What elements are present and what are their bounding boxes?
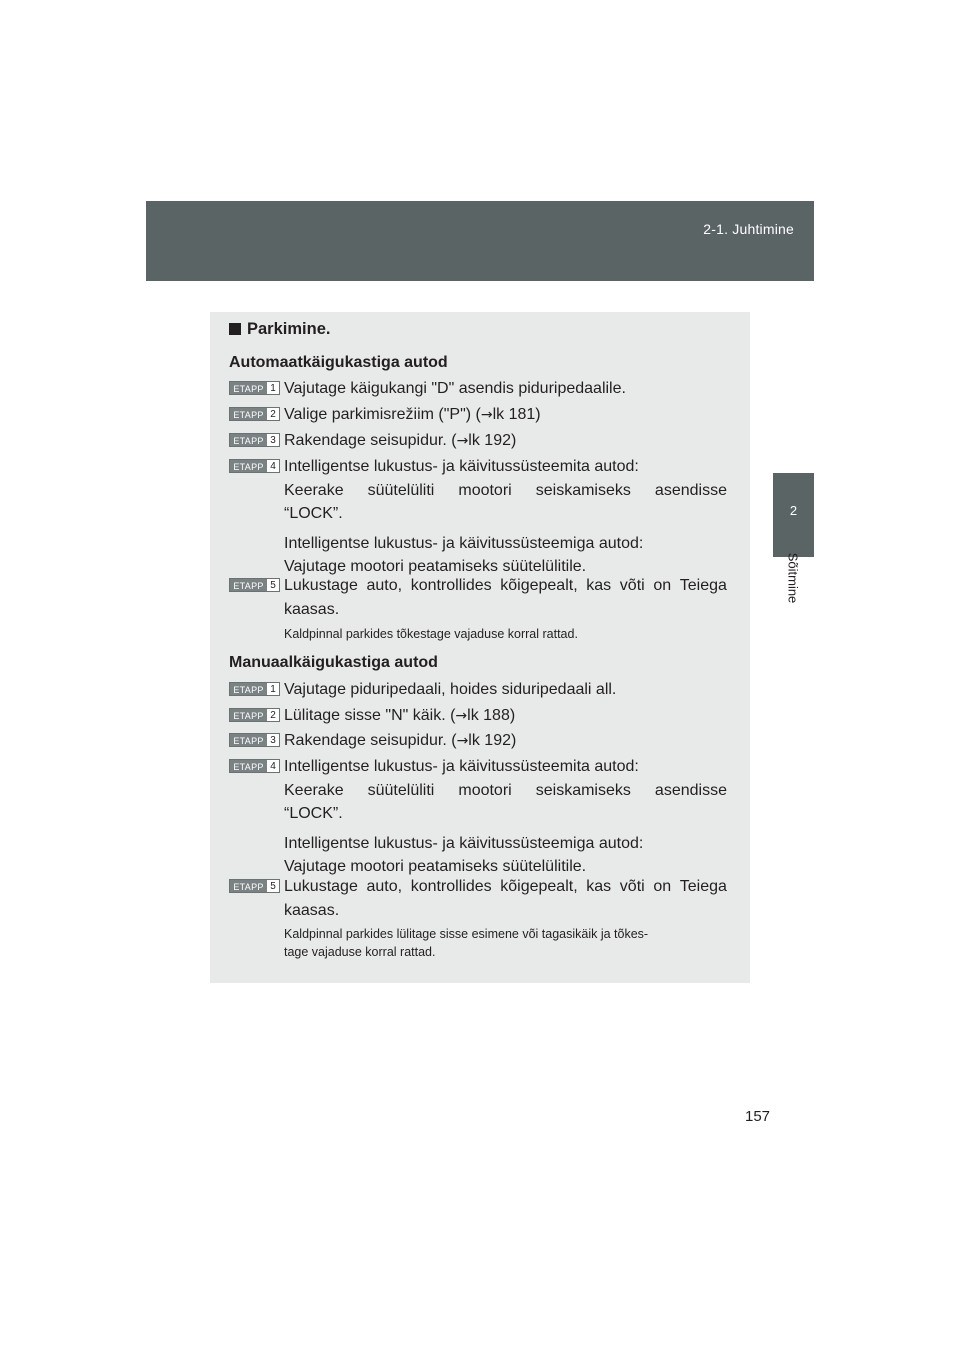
- step-badge: ETAPP 1: [229, 682, 280, 696]
- step-text: Vajutage käigukangi "D" asendis piduripedaalile.: [284, 380, 626, 397]
- justified-line: Keerake süütelüliti mootori seiskamiseks asendisse: [284, 781, 727, 799]
- note: Kaldpinnal parkides tõkestage vajaduse korral rattad.: [284, 627, 578, 641]
- chapter-tab: [773, 473, 814, 557]
- arrow-icon: →: [456, 733, 469, 749]
- arrow-icon: →: [480, 407, 493, 423]
- step-text: Intelligentse lukustus- ja käivitussüsteemita autod: Keerake süütelüliti mootori seiskamiseks asendisse “LOCK”. Intelligentse lukustus- ja käivitussüsteemiga autod: Vajutage mootori peatamiseks süütelülitile.: [284, 758, 727, 875]
- square-bullet-icon: [229, 323, 241, 335]
- step-text: Valige parkimisrežiim ("P") (→lk 181): [284, 406, 541, 423]
- step-badge: ETAPP 5: [229, 578, 280, 592]
- step-text: Lukustage auto, kontrollides kõigepealt, kas võti on Teiega kaasas.: [284, 577, 727, 618]
- arrow-icon: →: [455, 708, 468, 724]
- step-badge: ETAPP 4: [229, 459, 280, 473]
- step-badge: ETAPP 4: [229, 759, 280, 773]
- parking-info-box: [210, 312, 750, 983]
- note: Kaldpinnal parkides lülitage sisse esimene või tagasikäik ja tõkes- tage vajaduse korral rattad.: [284, 927, 649, 959]
- step-badge: ETAPP 3: [229, 433, 280, 447]
- chapter-label: [778, 548, 808, 608]
- automatic-heading: Automaatkäigukastiga autod: [229, 354, 448, 371]
- step-badge: ETAPP 5: [229, 879, 280, 893]
- arrow-icon: →: [456, 433, 469, 449]
- box-title: Parkimine.: [229, 320, 330, 339]
- step-text: Rakendage seisupidur. (→lk 192): [284, 732, 517, 749]
- manual-heading: Manuaalkäigukastiga autod: [229, 654, 438, 671]
- step-text: Lukustage auto, kontrollides kõigepealt, kas võti on Teiega kaasas.: [284, 878, 727, 919]
- justified-line: Keerake süütelüliti mootori seiskamiseks asendisse: [284, 481, 727, 499]
- chapter-number: 2: [789, 503, 798, 518]
- section-title: 2-1. Juhtimine: [703, 221, 794, 237]
- step-badge: ETAPP 1: [229, 381, 280, 395]
- step-text: Intelligentse lukustus- ja käivitussüsteemita autod: Keerake süütelüliti mootori seiskamiseks asendisse “LOCK”. Intelligentse lukustus- ja käivitussüsteemiga autod: Vajutage mootori peatamiseks süütelülitile.: [284, 458, 727, 575]
- page-number: 157: [745, 1108, 771, 1125]
- chapter-label-text: Sõitmine: [785, 552, 801, 604]
- step-text: Vajutage piduripedaali, hoides siduripedaali all.: [284, 681, 617, 698]
- step-badge: ETAPP 2: [229, 708, 280, 722]
- step-text: Lülitage sisse "N" käik. (→lk 188): [284, 707, 516, 724]
- chapter-header-bar: [146, 201, 814, 281]
- step-badge: ETAPP 3: [229, 733, 280, 747]
- step-badge: ETAPP 2: [229, 407, 280, 421]
- step-text: Rakendage seisupidur. (→lk 192): [284, 432, 517, 449]
